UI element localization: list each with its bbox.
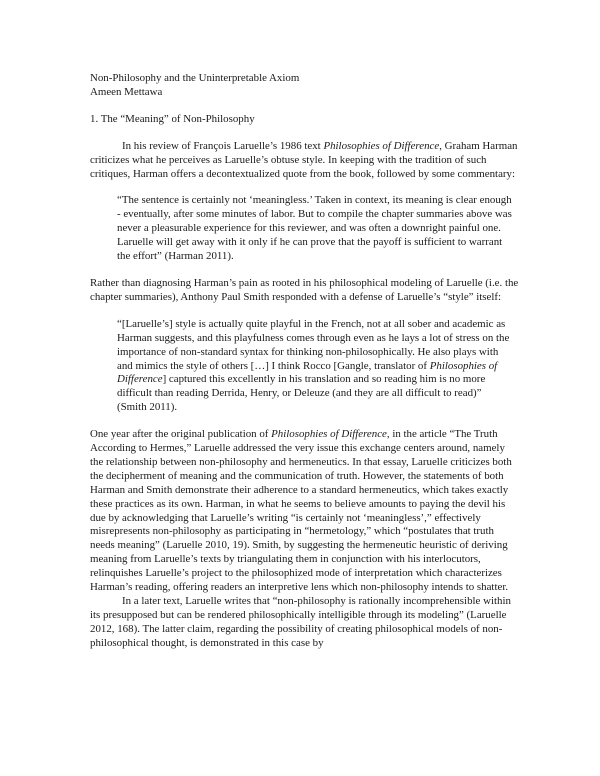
quote-2-text-b: ] captured this excellently in his translation and so reading him is no more difficult than reading Derrida, Henry, or Deleuze (and they are all difficult to read)” (Smith 2011). <box>117 373 486 414</box>
book-title-italic: Philosophies of Difference <box>271 428 387 441</box>
paragraph-3-text-a: One year after the original publication of <box>90 428 272 441</box>
paper-title: Non-Philosophy and the Uninterpretable Axiom <box>90 72 300 84</box>
book-title-italic: Philosophies of Difference <box>117 359 498 386</box>
paragraph-1-text-a: In his review of François Laruelle’s 1986 text <box>122 139 324 152</box>
paragraph-1 <box>90 140 520 182</box>
section-heading: 1. The “Meaning” of Non-Philosophy <box>90 112 255 125</box>
book-title-italic: Philosophies of Difference <box>323 139 440 152</box>
author-name: Ameen Mettawa <box>90 85 163 98</box>
paragraph-2: Rather than diagnosing Harman’s pain as rooted in his philosophical modeling of Laruelle (i.e. the chapter summaries), Anthony Paul Smith responded with a defense of Laruelle’s “style” itself: <box>90 276 519 303</box>
paragraph-4: In a later text, Laruelle writes that “non-philosophy is rationally incomprehensible within its presupposed but can be rendered philosophically intelligible through its modeling” (Laruelle 2012, 168). The latter claim, regarding the possibility of creating philosophical models of non-philosophical thought, is demonstrated in this case by <box>90 595 511 649</box>
paragraph-3 <box>90 428 520 595</box>
block-quote-harman: “The sentence is certainly not ‘meaningless.’ Taken in context, its meaning is clear enough - eventually, after some minutes of labor. But to compile the chapter summaries above was never a pleasurable experience for this reviewer, and was often a downright painful one. Laruelle will get away with it only if he can prove that the payoff is sufficient to warrant the effort” (Harman 2011). <box>117 194 512 263</box>
paragraph-1-text-b: , Graham Harman criticizes what he perceives as Laruelle’s obtuse style. In keeping with the tradition of such critiques, Harman offers a decontextualized quote from the book, followed by some commentary: <box>90 139 518 180</box>
quote-2-text-a: “[Laruelle’s] style is actually quite playful in the French, not at all sober and academic as Harman suggests, and this playfulness comes through even as he lays a lot of stress on the importance of non-standard syntax for thinking non-philosophically. He also plays with and mimics the style of others […] I think Rocco [Gangle, translator of <box>117 317 510 372</box>
block-quote-smith <box>117 318 512 415</box>
paragraph-3-text-b: , in the article “The Truth According to Hermes,” Laruelle addressed the very issue this exchange centers around, namely the relationship between non-philosophy and hermeneutics. In that essay, Laruelle criticizes both the decipherment of meaning and the communication of truth. However, the statements of both Harman and Smith demonstrate their adherence to a standard hermeneutics, which takes exactly these practices as its own. Harman, in what he seems to believe amounts to paying the devil his due by acknowledging that Laruelle’s writing “is certainly not ‘meaningless’,” effectively misrepresents non-philosophy as participating in “hermetology,” which “postulates that truth needs meaning” (Laruelle 2010, 19). Smith, by suggesting the hermeneutic heuristic of deriving meaning from Laruelle’s texts by triangulating them in conjunction with his interlocutors, relinquishes Laruelle’s project to the philosophized mode of interpretation which characterizes Harman’s reading, offering readers an interpretive lens which non-philosophy intends to shatter. <box>90 428 512 594</box>
